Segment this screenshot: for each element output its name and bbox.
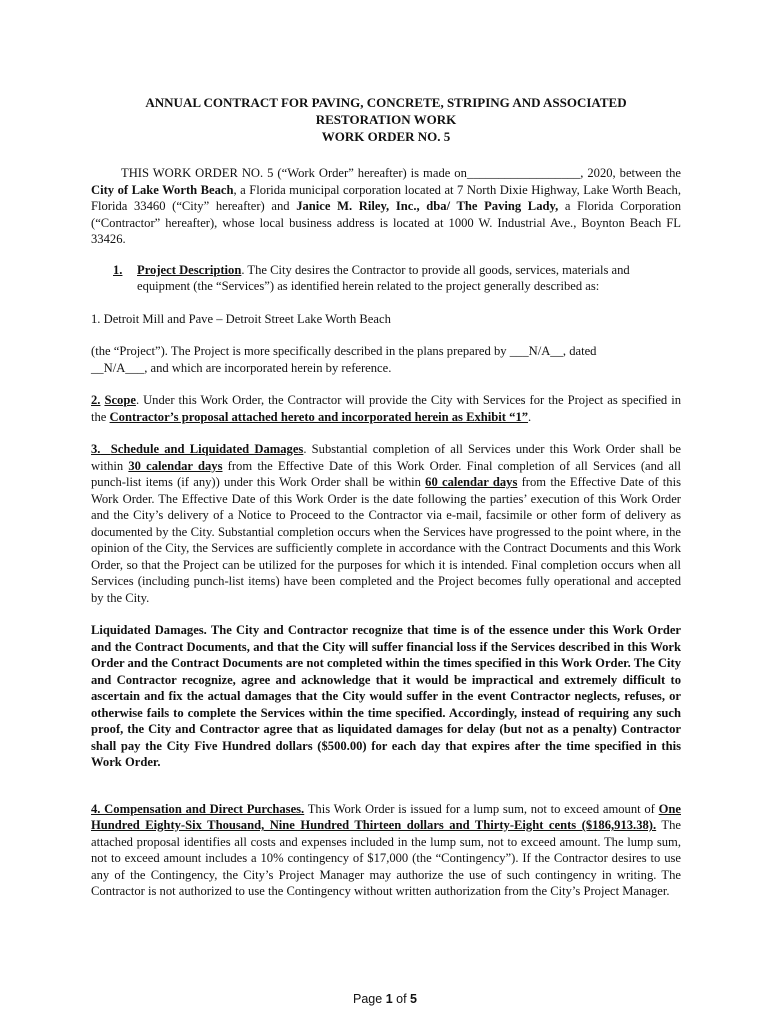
section-3-heading: Schedule and Liquidated Damages xyxy=(110,442,304,456)
section-2 xyxy=(91,392,681,425)
section-3-text-c: from the Effective Date of this Work Order. The Effective Date of this Work Order is the date following the parties’ execution of this Work Order and the City’s delivery of a Notice to Proceed to the Contractor via e-mail, facsimile or other form of delivery as documented by the City. Substantial completion occurs when the Services have progressed to the point where, in the opinion of the City, the Services are sufficiently complete in accordance with the Contract Documents and this Work Order, so that the Project can be utilized for the purposes for which it is intended. Final completion occurs when all Services (including punch-list items) have been completed and the Project becomes fully operational and accepted by the City. xyxy=(91,475,681,605)
of-label: of xyxy=(396,992,407,1006)
project-ref-c: , and which are incorporated herein by reference. xyxy=(144,360,392,375)
section-1-number: 1. xyxy=(113,262,123,277)
section-4 xyxy=(91,801,681,900)
page-label: Page xyxy=(353,992,383,1006)
section-1-text xyxy=(137,262,681,295)
intro-text-c: a Florida Corporation (“Contractor” hereafter), whose local business address is located at 1000 W. Industrial Ave., Boynton Beach FL 33426. xyxy=(91,199,681,246)
section-1-heading: Project Description xyxy=(137,262,242,277)
title-line-1: ANNUAL CONTRACT FOR PAVING, CONCRETE, STRIPING AND ASSOCIATED xyxy=(145,95,627,110)
intro-text-a: THIS WORK ORDER NO. 5 (“Work Order” hereafter) is made on__________________, 2020, between the xyxy=(121,166,681,180)
project-reference xyxy=(91,343,681,376)
section-3-number: 3. xyxy=(91,442,101,456)
section-2-number: 2. xyxy=(91,393,101,407)
section-1-body: . The City desires the Contractor to provide all goods, services, materials and equipment (the “Services”) as identified herein related to the project generally described as: xyxy=(137,262,630,293)
document-page xyxy=(91,94,681,900)
city-name: City of Lake Worth Beach xyxy=(91,182,234,197)
total-pages: 5 xyxy=(410,992,417,1006)
current-page-number: 1 xyxy=(385,992,393,1006)
project-ref-b: , dated xyxy=(562,344,597,358)
contract-amount: One Hundred Eighty-Six Thousand, Nine Hundred Thirteen dollars and Thirty-Eight cents ($186,913.38). xyxy=(91,801,681,832)
liquidated-damages-paragraph: Liquidated Damages. The City and Contractor recognize that time is of the essence under this Work Order and the Contract Documents, and that the City will suffer financial loss if the Services described in this Work Order and the Contract Documents are not completed within the times specified in this Work Order. The City and Contractor recognize, agree and acknowledge that it would be impractical and extremely difficult to ascertain and fix the actual damages that the City would suffer in the event Contractor neglects, refuses, or otherwise fails to complete the Services within the time specified. Accordingly, instead of requiring any such proof, the City and Contractor agree that as liquidated damages for delay (but not as a penalty) Contractor shall pay the City Five Hundred dollars ($500.00) for each day that expires after the time specified in this Work Order. xyxy=(91,623,681,769)
exhibit-reference: Contractor’s proposal attached hereto and incorporated herein as Exhibit “1” xyxy=(109,409,529,424)
intro-paragraph xyxy=(91,165,681,248)
section-3 xyxy=(91,441,681,606)
document-title xyxy=(91,94,681,145)
section-3-text-a: . Substantial completion of all Services under this Work Order shall be within xyxy=(91,442,681,473)
project-ref-a: (the “Project”). The Project is more specifically described in the plans prepared by xyxy=(91,344,510,358)
title-line-2: RESTORATION WORK xyxy=(315,112,457,127)
section-3-text-b: from the Effective Date of this Work Order. Final completion of all Services (and all punch-list items (if any)) under this Work Order shall be within xyxy=(91,458,681,489)
section-4-text-a: This Work Order is issued for a lump sum, not to exceed amount of xyxy=(304,801,659,816)
substantial-completion-days: 30 calendar days xyxy=(128,458,223,473)
section-4-text-b: The attached proposal identifies all costs and expenses included in the lump sum, not to exceed amount. The lump sum, not to exceed amount includes a 10% contingency of $17,000 (the “Contingency”). If the Contractor desires to use any of the Contingency, the City’s Project Manager may authorize the use of such contingency in writing. The Contractor is not authorized to use the Contingency without written authorization from the City’s Project Manager. xyxy=(91,818,681,898)
plans-prepared-by: ___N/A__ xyxy=(509,344,563,358)
intro-text-b: , a Florida municipal corporation located at 7 North Dixie Highway, Lake Worth Beach, Florida 33460 (“City” hereafter) and xyxy=(91,182,681,213)
plans-dated: __N/A___ xyxy=(91,360,145,375)
section-2-heading: Scope xyxy=(104,393,136,407)
section-2-end: . xyxy=(528,409,532,424)
page-footer xyxy=(0,992,770,1006)
section-2-body: . Under this Work Order, the Contractor will provide the City with Services for the Project as specified in the xyxy=(91,393,681,424)
project-item: 1. Detroit Mill and Pave – Detroit Street Lake Worth Beach xyxy=(91,311,391,326)
section-4-heading: 4. Compensation and Direct Purchases. xyxy=(91,801,305,816)
contractor-name: Janice M. Riley, Inc., dba/ The Paving Lady, xyxy=(296,199,559,213)
final-completion-days: 60 calendar days xyxy=(425,475,518,489)
title-line-3: WORK ORDER NO. 5 xyxy=(321,129,451,144)
section-1 xyxy=(91,262,681,295)
